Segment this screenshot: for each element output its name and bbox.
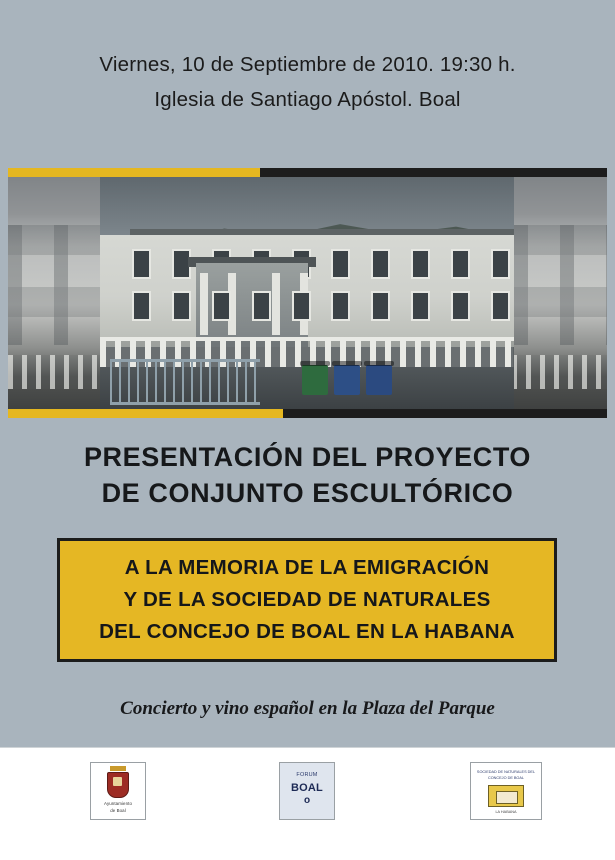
photo-band [8,168,607,418]
poster-subtitle: Concierto y vino español en la Plaza del Parque [120,698,495,719]
poster-title [0,440,615,511]
photo-window [254,293,269,319]
photo-window [453,251,468,277]
logo-foro-main-text: BOAL [291,782,323,794]
photo-window-row-lower [134,293,508,319]
poster-footer [0,747,615,860]
photo-window [373,293,388,319]
dedication-box [57,538,557,662]
band-bar-top-yellow [8,168,260,177]
photo-window [333,293,348,319]
event-date-line: Viernes, 10 de Septiembre de 2010. 19:30 h. [99,53,516,76]
logo-sociedad-bottom-text: LA HABANA [495,810,517,815]
photo-window [134,251,149,277]
logo-sociedad-naturales [470,762,542,820]
photo-window [333,251,348,277]
crown-icon [110,766,126,771]
band-bar-top-dark [260,168,607,177]
photo-window [453,293,468,319]
event-venue-line: Iglesia de Santiago Apóstol. Boal [154,87,461,111]
photo-window [373,251,388,277]
photo-recycling-bin-blue [334,365,360,395]
logo-caption-line1: Ayuntamiento [104,801,132,806]
band-bar-top [8,168,607,177]
photo-recycling-bin-green [302,365,328,395]
building-photograph [8,177,607,409]
poster-header [0,52,615,112]
poster-title-line1: PRESENTACIÓN DEL PROYECTO [83,442,532,472]
dedication-line1: A LA MEMORIA DE LA EMIGRACIÓN [124,556,490,580]
band-bar-bottom-yellow [8,409,283,418]
photo-window [413,251,428,277]
logo-sociedad-top-text: SOCIEDAD DE NATURALES DEL CONCEJO DE BOAL [476,770,536,780]
sponsor-logos [0,762,615,844]
photo-window [493,293,508,319]
building-emblem-icon [488,785,524,807]
dedication-line3: DEL CONCEJO DE BOAL EN LA HABANA [99,619,515,643]
band-bar-bottom [8,409,607,418]
logo-ayuntamiento-de-boal [90,762,146,820]
photo-window [174,293,189,319]
poster-title-line2: DE CONJUNTO ESCULTÓRICO [101,477,514,508]
logo-foro-boal [279,762,335,820]
photo-window [294,293,309,319]
photo-fence [110,359,260,405]
photo-recycling-bin-blue [366,365,392,395]
photo-window [214,293,229,319]
photo-center-inset [100,177,514,409]
logo-caption-line2: de Boal [110,807,126,813]
photo-window [493,251,508,277]
logo-foro-sub-text: o [303,795,311,806]
shield-icon [107,772,129,798]
photo-window [134,293,149,319]
photo-window [413,293,428,319]
dedication-line2: Y DE LA SOCIEDAD DE NATURALES [123,588,491,612]
photo-window [174,251,189,277]
logo-foro-top-text: FORUM [296,772,318,778]
band-bar-bottom-dark [283,409,607,418]
